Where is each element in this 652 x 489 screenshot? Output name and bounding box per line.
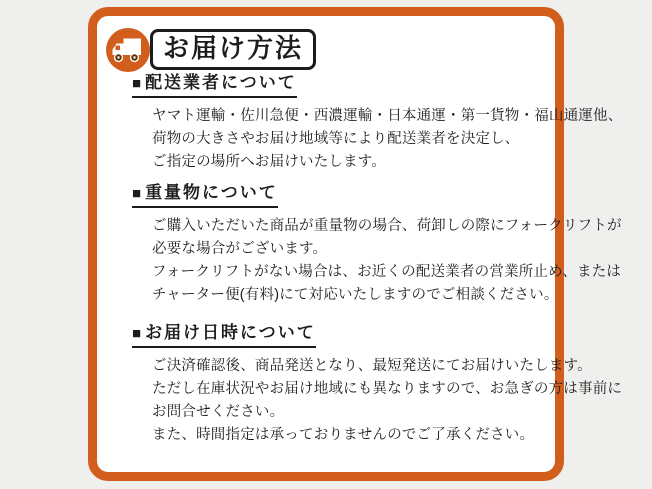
body-line: お問合せください。 xyxy=(152,404,285,420)
section-delivery-datetime-heading xyxy=(132,318,316,348)
body-line: フォークリフトがない場合は、お近くの配送業者の営業所止め、または xyxy=(152,264,622,280)
square-bullet-icon: ■ xyxy=(132,325,144,342)
body-line: ただし在庫状況やお届け地域にも異なりますので、お急ぎの方は事前に xyxy=(152,381,623,397)
delivery-info-panel xyxy=(88,7,623,481)
square-bullet-icon: ■ xyxy=(132,185,144,202)
body-line: 荷物の大きさやお届け地域等により配送業者を決定し、 xyxy=(152,131,520,147)
section-delivery-datetime xyxy=(97,318,623,447)
body-line: ご購入いただいた商品が重量物の場合、荷卸しの際にフォークリフトが xyxy=(152,218,622,234)
section-delivery-datetime-body xyxy=(152,355,623,447)
body-line: ご決済確認後、商品発送となり、最短発送にてお届けいたします。 xyxy=(152,358,592,374)
section-heavy-items-body xyxy=(152,215,622,307)
page-title: お届け方法 xyxy=(150,29,316,70)
square-bullet-icon: ■ xyxy=(132,75,144,92)
section-heading-label: 配送業者について xyxy=(145,73,297,92)
body-line: ヤマト運輸・佐川急便・西濃運輸・日本通運・第一貨物・福山通運他、 xyxy=(152,108,623,124)
body-line: 必要な場合がございます。 xyxy=(152,241,328,257)
section-carriers-body xyxy=(152,105,623,174)
section-heavy-items-heading xyxy=(132,178,278,208)
body-line: ご指定の場所へお届けいたします。 xyxy=(152,154,387,170)
truck-icon xyxy=(106,28,150,72)
body-line: チャーター便(有料)にて対応いたしますのでご相談ください。 xyxy=(152,287,559,303)
section-heavy-items xyxy=(97,178,622,307)
body-line: また、時間指定は承っておりませんのでご了承ください。 xyxy=(152,427,535,443)
section-heading-label: お届け日時について xyxy=(145,323,316,342)
section-carriers xyxy=(97,68,623,174)
section-carriers-heading xyxy=(132,68,297,98)
section-heading-label: 重量物について xyxy=(145,183,278,202)
